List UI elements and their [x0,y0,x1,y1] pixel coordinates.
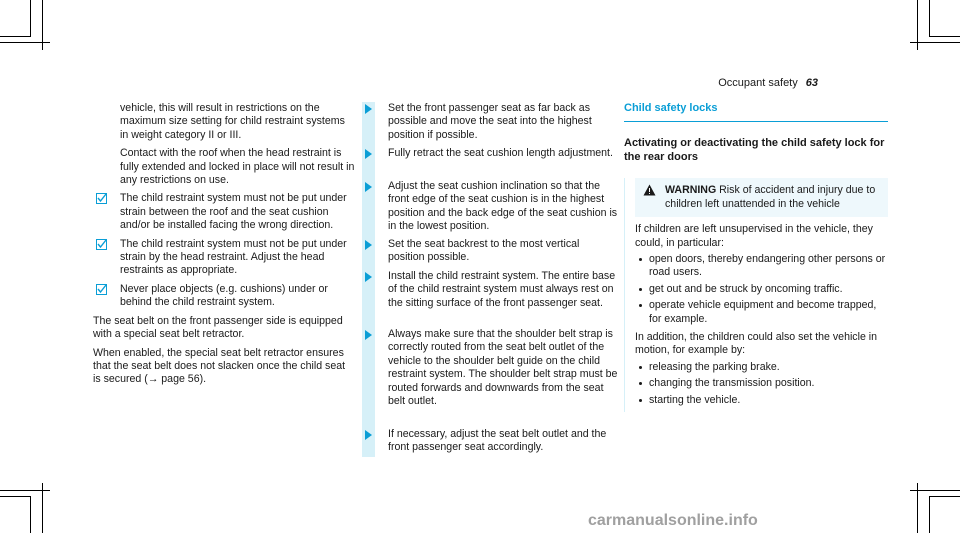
list-item: operate vehicle equipment and become trapped, for example. [635,299,888,326]
step-text: Always make sure that the shoulder belt strap is correctly routed from the seat belt outlet of the vehicle to the shoulder belt guide on the child restraint system. The shoulder belt strap must be routed forwards and downwards from the seat belt outlet. [388,328,618,408]
step-arrow-icon [365,240,372,250]
section-title: Child safety locks [624,102,888,122]
section-name: Occupant safety [718,77,798,89]
crop-mark [930,496,960,497]
running-header [718,77,818,89]
warning-label: WARNING [665,184,717,197]
subsection-title: Activating or deactivating the child safety lock for the rear doors [624,137,885,164]
crop-mark [30,496,31,533]
step-arrow-icon [365,330,372,340]
page-number: 63 [805,77,818,89]
step-arrow-icon [365,272,372,282]
contact-text: Contact with the roof when the head restraint is fully extended and locked in place will not result in any restrictions on use. [120,147,355,187]
step-text: Install the child restraint system. The entire base of the child restraint system must always rest on the sitting surface of the front passenger seat. [388,270,616,309]
step-arrow-icon [365,104,372,114]
crop-mark [917,0,918,50]
list-item: changing the transmission position. [635,377,888,390]
step-text: Set the front passenger seat as far back as possible and move the seat into the highest position if possible. [388,102,592,141]
body-paragraph: The seat belt on the front passenger side is equipped with a special seat belt retractor. [93,314,343,341]
list-item: starting the vehicle. [635,394,888,407]
list-item: releasing the parking brake. [635,361,888,374]
checkbox-icon [96,193,107,204]
crop-mark [929,496,930,533]
list-item: get out and be struck by oncoming traffic. [635,283,888,296]
step-arrow-icon [365,182,372,192]
crop-mark [929,0,930,37]
checklist-item [93,192,355,232]
warning-intro: If children are left unsupervised in the vehicle, they could, in particular: [635,223,873,249]
warning-body [635,217,888,412]
step-arrow-icon [365,430,372,440]
warning-triangle-icon [643,184,656,196]
crop-mark [930,36,960,37]
checklist-text: The child restraint system must not be put under strain between the roof and the seat cushion and/or be installed facing the wrong direction. [120,192,347,232]
list-item: open doors, thereby endangering other persons or road users. [635,253,888,280]
crop-mark [0,496,30,497]
step-text: Fully retract the seat cushion length adjustment. [388,147,613,159]
step-arrow-icon [365,149,372,159]
warning-intro-2: In addition, the children could also set the vehicle in motion, for example by: [635,331,878,357]
column-right [624,102,888,412]
checkbox-icon [96,284,107,295]
step-text: Set the seat backrest to the most vertical position possible. [388,238,580,264]
crop-mark [917,483,918,533]
column-left [93,102,355,392]
crop-mark [30,0,31,37]
crop-mark [0,36,30,37]
watermark: carmanualsonline.info [588,512,758,529]
checklist-text: The child restraint system must not be put under strain by the head restraint. Adjust the head restraints as appropriate. [120,237,347,277]
crop-mark [42,0,43,50]
crop-mark [42,483,43,533]
warning-box [624,178,888,412]
checklist-item [93,283,355,310]
continuation-text: vehicle, this will result in restrictions on the maximum size setting for child restraint systems in weight category II or III. [120,102,345,141]
warning-text: Risk of accident and injury due to children left unattended in the vehicle [665,184,876,210]
step-text: If necessary, adjust the seat belt outlet and the front passenger seat accordingly. [388,428,607,454]
body-paragraph: When enabled, the special seat belt retractor ensures that the seat belt does not slacken once the child seat is secured (→ page 56). [93,346,346,386]
warning-header [635,178,888,217]
step-text: Adjust the seat cushion inclination so that the front edge of the seat cushion is in the highest position and the back edge of the seat cushion is in the lowest position. [388,180,618,233]
checkbox-icon [96,239,107,250]
checklist-item [93,238,355,278]
checklist-text: Never place objects (e.g. cushions) under or behind the child restraint system. [120,282,328,309]
